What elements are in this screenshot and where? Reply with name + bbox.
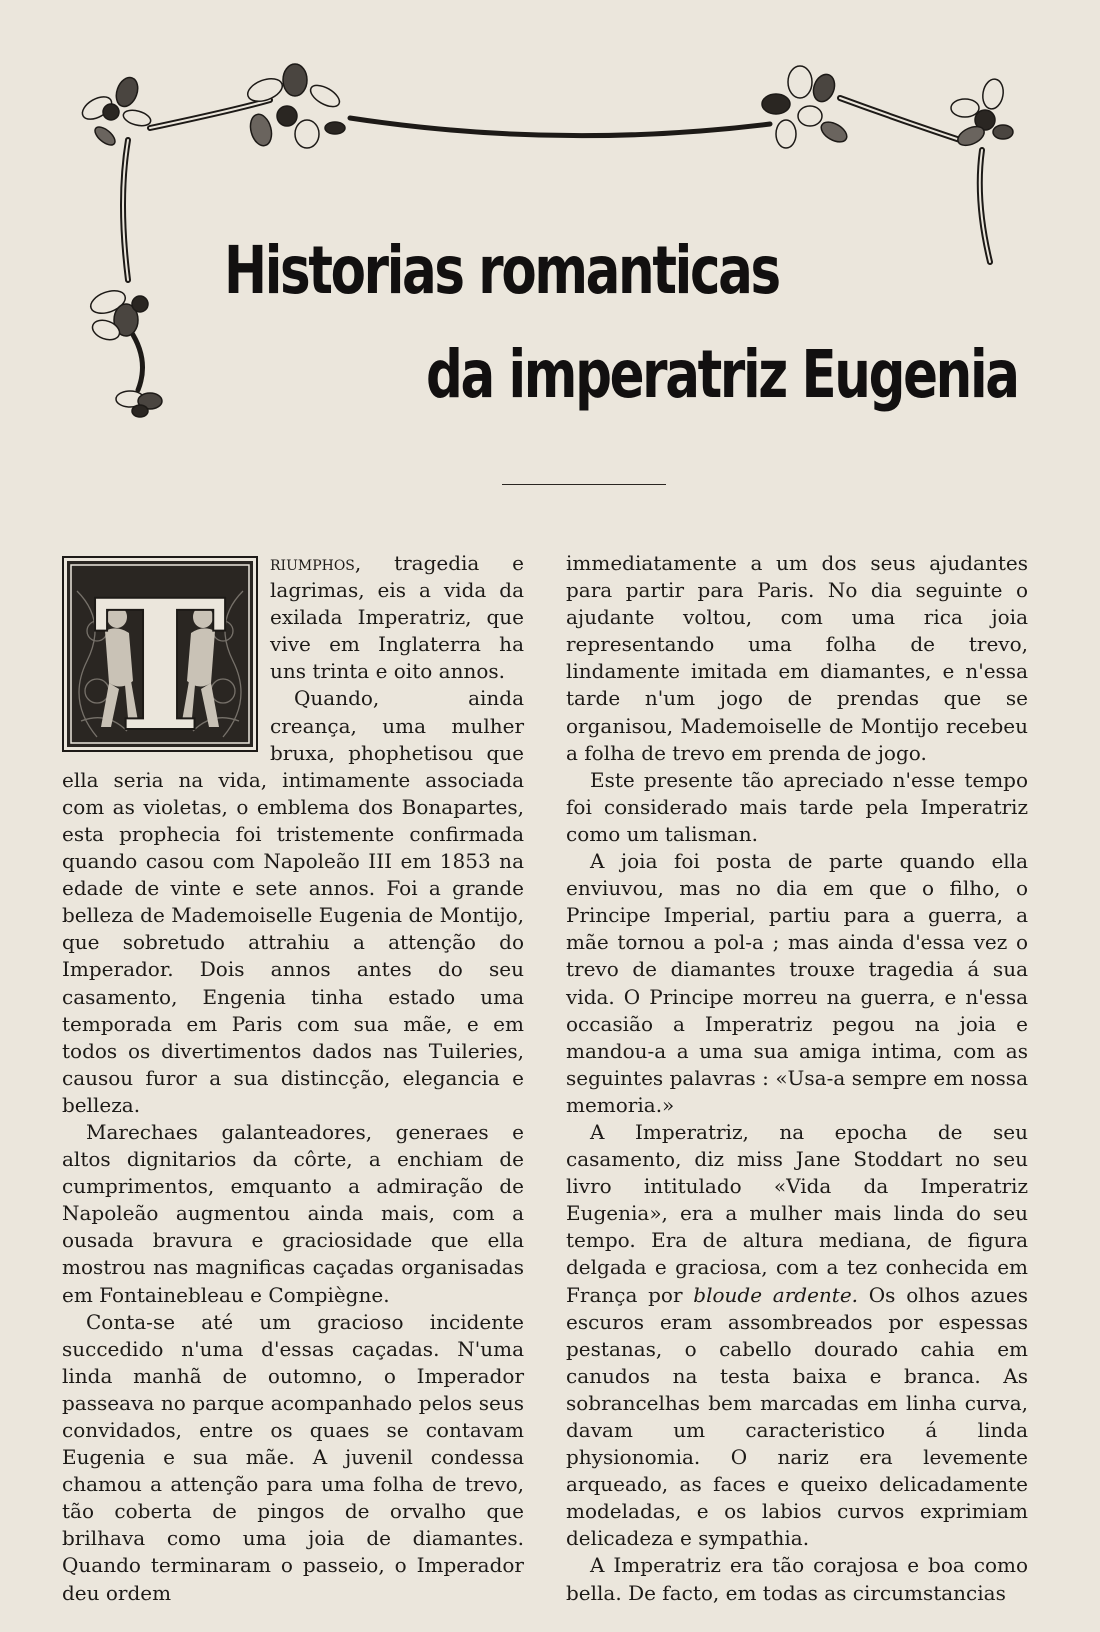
- paragraph: A Imperatriz era tão corajosa e boa como bella. De facto, em todas as circumstancias: [566, 1553, 1028, 1605]
- paragraph: A joia foi posta de parte quando ella enviuvou, mas no dia em que o filho, o Principe Imperial, partiu para a guerra, a mãe tornou a pol-a ; mas ainda d'essa vez o trevo de diamantes trouxe tragedia á sua vida. O Principe morreu na guerra, e n'essa occasião a Imperatriz pegou na joia e mandou-a a uma sua amiga intima, com as seguintes palavras : «Usa-a sempre em nossa memoria.»: [566, 849, 1028, 1117]
- paragraph-text: A Imperatriz, na epocha de seu casamento, diz miss Jane Stoddart no seu livro intitulado «Vida da Imperatriz Eugenia», era a mulher mais linda do seu tempo. Era de altura mediana, de figura delgada e graciosa, com a tez conhecida em França por: [566, 1119, 1028, 1307]
- dropcap-illustration: [62, 556, 258, 752]
- article-column-left: [62, 550, 524, 1607]
- paragraph: Este presente tão apreciado n'esse tempo foi considerado mais tarde pela Imperatriz como um talisman.: [566, 767, 1028, 846]
- article-column-right: [566, 550, 1028, 1607]
- paragraph-text: tragedia e lagrimas, eis a vida da exilada Imperatriz, que vive em Inglaterra ha uns trinta e oito annos.: [270, 551, 524, 684]
- paragraph: Conta-se até um gracioso incidente succedido n'uma d'essas caçadas. N'uma linda manhã de outomno, o Imperador passeava no parque acompanhado pelos seus convidados, entre os quaes se contavam Eugenia e sua mãe. A juvenil condessa chamou a attenção para uma folha de trevo, tão coberta de pingos de orvalho que brilhava como uma joia de diamantes. Quando terminaram o passeio, o Imperador deu ordem: [62, 1309, 524, 1605]
- dropcap-letter-t-icon: [67, 561, 253, 747]
- paragraph-text: Os olhos azues escuros eram assombreados por espessas pestanas, o cabello dourado cahia em canudos na testa baixa e branca. As sobrancelhas bem marcadas em linha curva, davam um caracteristico á linda physionomia. O nariz era levemente arqueado, as faces e queixo delicadamente modeladas, e os labios curvos exprimiam delicadeza e sympathia.: [566, 1282, 1028, 1551]
- title-divider: [502, 484, 666, 485]
- paragraph: [566, 1119, 1028, 1553]
- paragraph: Quando, ainda creança, uma mulher bruxa, phophetisou que ella seria na vida, intimamente associada com as violetas, o emblema dos Bonapartes, esta prophecia foi tristemente confirmada quando casou com Napoleão III em 1853 na edade de vinte e sete annos. Foi a grande belleza de Mademoiselle Eugenia de Montijo, que sobretudo attrahiu a attenção do Imperador. Dois annos antes do seu casamento, Engenia tinha estado uma temporada em Paris com sua mãe, e em todos os divertimentos dados nas Tuileries, causou furor a sua distincção, elegancia e belleza.: [62, 686, 524, 1117]
- paragraph: immediatamente a um dos seus ajudantes para partir para Paris. No dia seguinte o ajudante voltou, com uma rica joia representando uma folha de trevo, lindamente imitada em diamantes, e n'essa tarde n'um jogo de prendas que se organisou, Mademoiselle de Montijo recebeu a folha de trevo em prenda de jogo.: [566, 551, 1028, 765]
- article-title-line-1: Historias romanticas: [224, 232, 779, 309]
- italic-phrase: bloude ardente.: [693, 1282, 859, 1307]
- article-title-line-2: da imperatriz Eugenia: [426, 336, 1018, 413]
- paragraph: Marechaes galanteadores, generaes e altos dignitarios da côrte, a enchiam de cumprimentos, emquanto a admiração de Napoleão augmentou ainda mais, com a ousada bravura e graciosidade que ella mostrou nas magnificas caçadas organisadas em Fontainebleau e Compiègne.: [62, 1119, 524, 1307]
- paragraph-lead: riumphos,: [270, 551, 362, 575]
- dropcap-letter: T: [93, 561, 227, 747]
